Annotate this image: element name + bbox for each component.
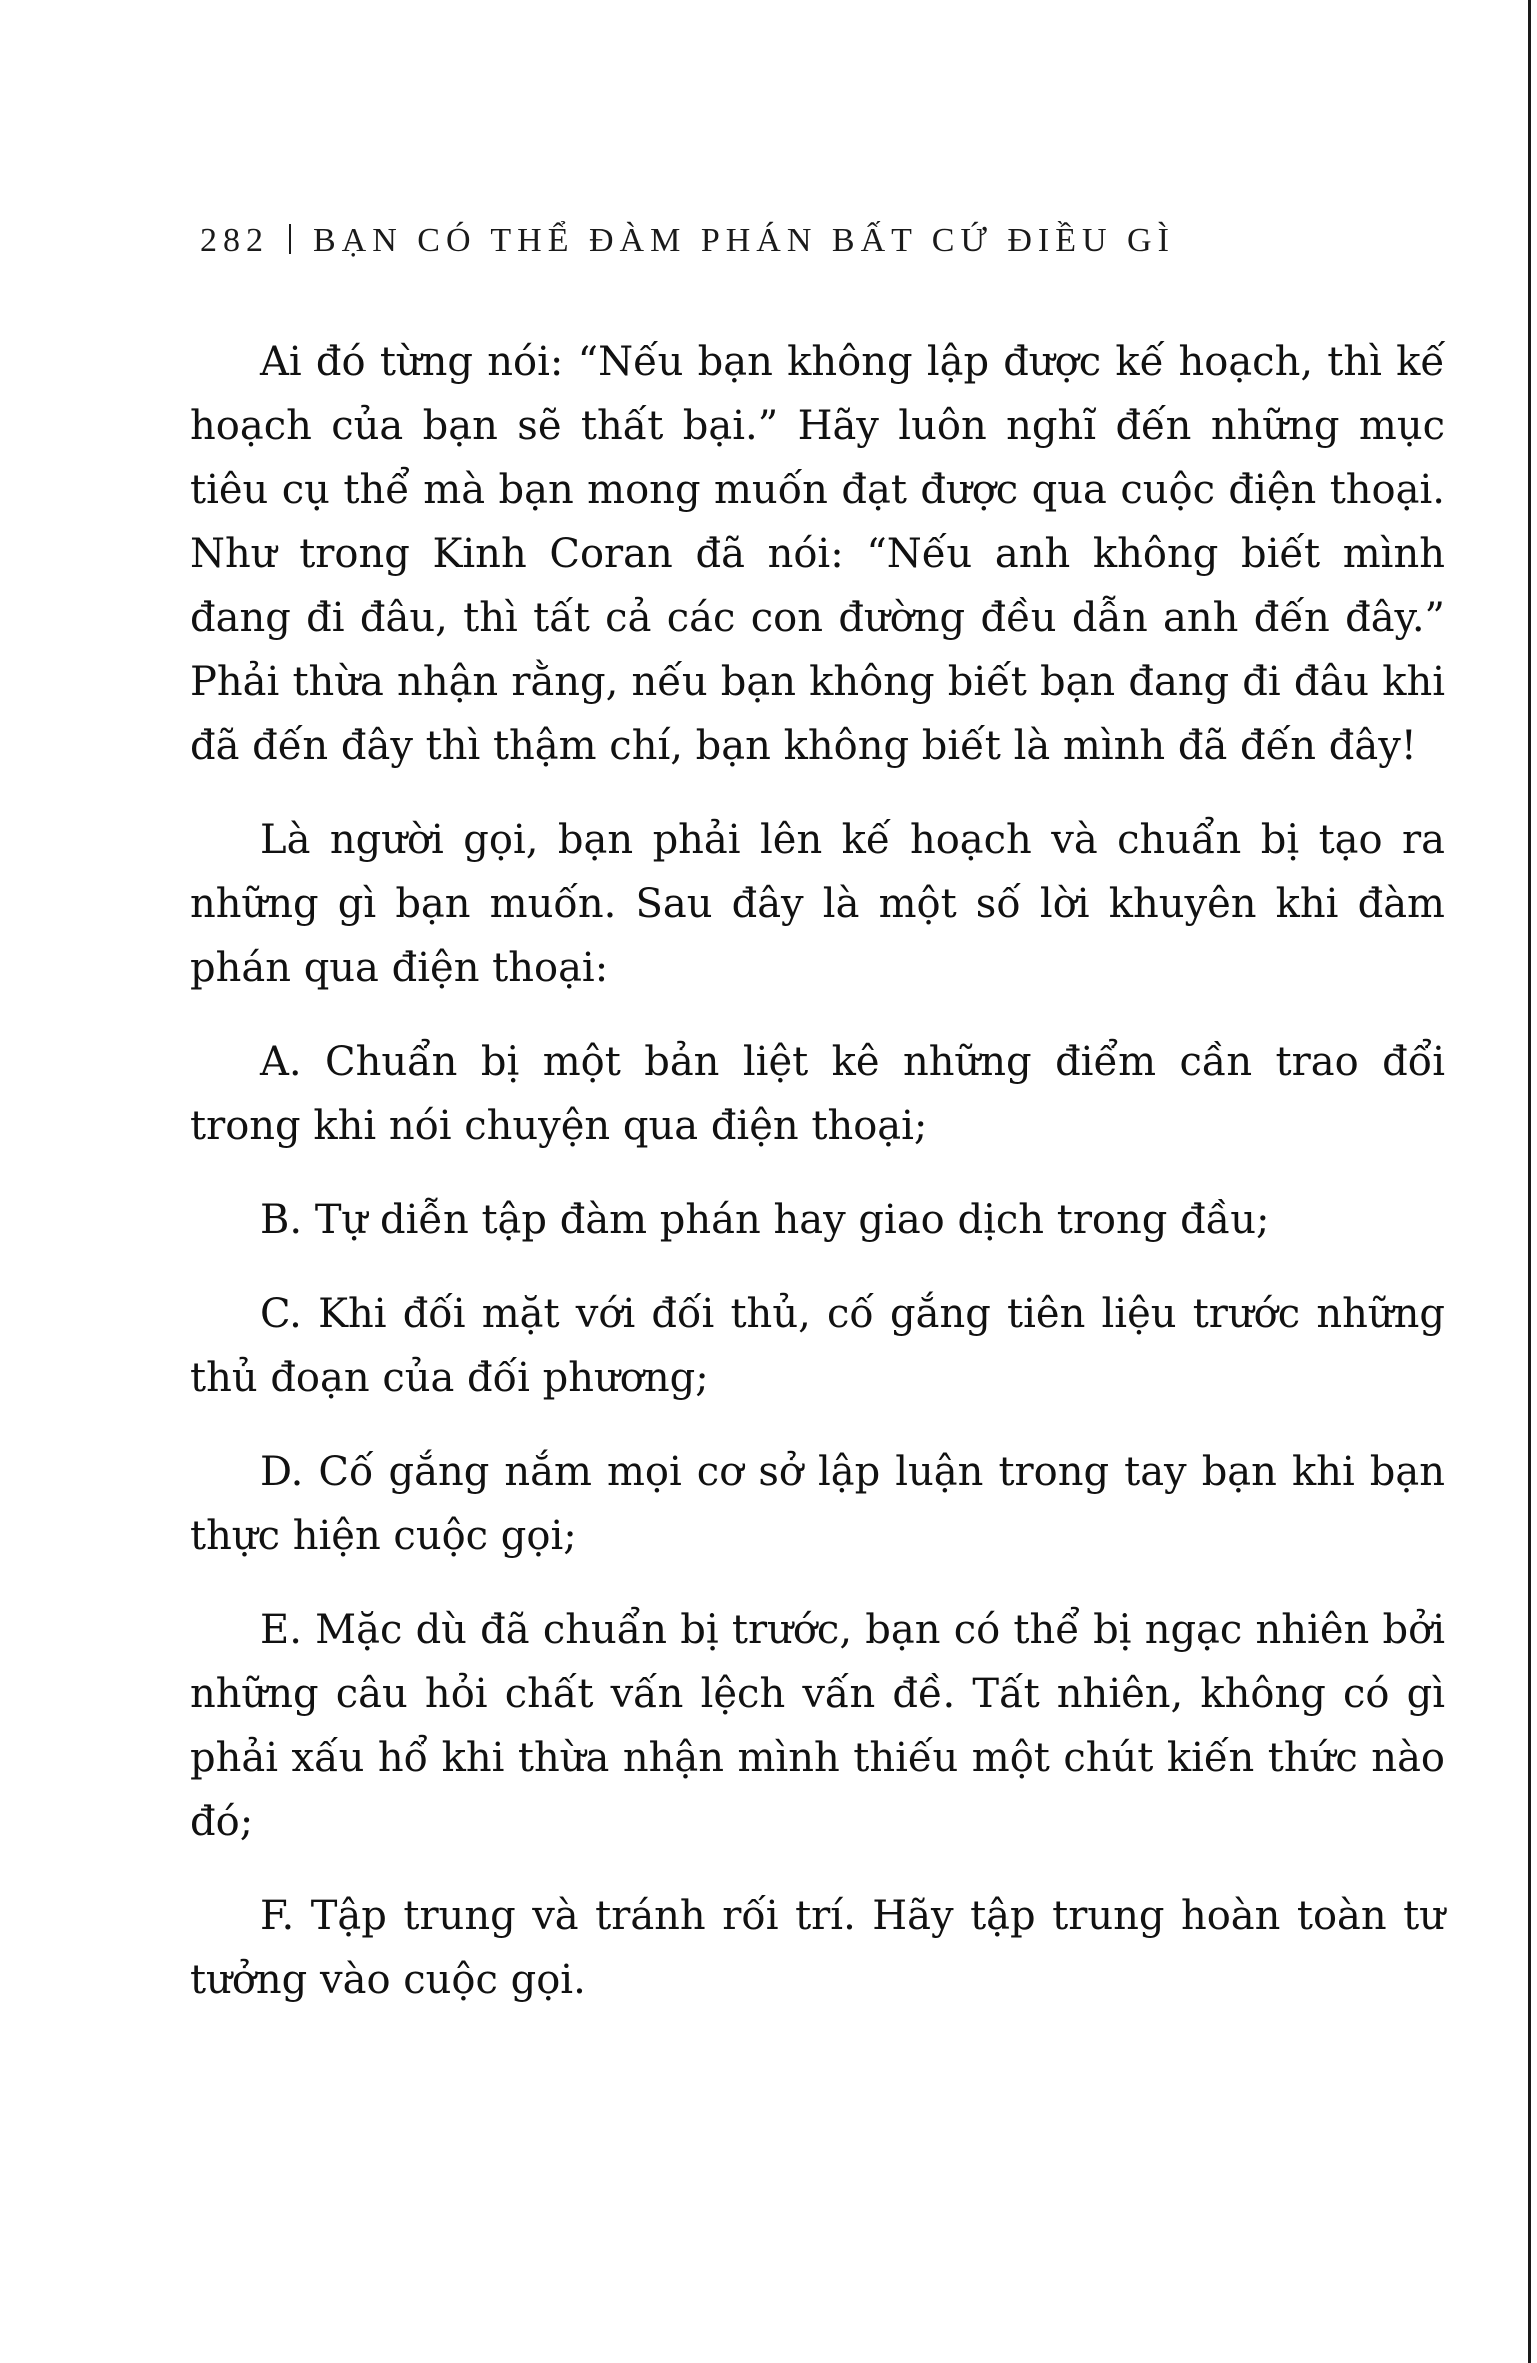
- list-item-f: F. Tập trung và tránh rối trí. Hãy tập trung hoàn toàn tư tưởng vào cuộc gọi.: [190, 1893, 1445, 2003]
- running-header: [200, 222, 1300, 260]
- list-item-a: A. Chuẩn bị một bản liệt kê những điểm cần trao đổi trong khi nói chuyện qua điện thoại;: [190, 1039, 1445, 1149]
- page-edge-line: [1528, 0, 1531, 2363]
- paragraph-intro: Ai đó từng nói: “Nếu bạn không lập được kế hoạch, thì kế hoạch của bạn sẽ thất bại.” Hãy luôn nghĩ đến những mục tiêu cụ thể mà bạn mong muốn đạt được qua cuộc điện thoại. Như trong Kinh Coran đã nói: “Nếu anh không biết mình đang đi đâu, thì tất cả các con đường đều dẫn anh đến đây.” Phải thừa nhận rằng, nếu bạn không biết bạn đang đi đâu khi đã đến đây thì thậm chí, bạn không biết là mình đã đến đây!: [190, 339, 1445, 769]
- page-body: [190, 330, 1445, 2042]
- list-item-d: D. Cố gắng nắm mọi cơ sở lập luận trong tay bạn khi bạn thực hiện cuộc gọi;: [190, 1449, 1445, 1559]
- header-separator: [289, 224, 291, 254]
- list-item-b: B. Tự diễn tập đàm phán hay giao dịch trong đầu;: [260, 1197, 1270, 1243]
- running-title: BẠN CÓ THỂ ĐÀM PHÁN BẤT CỨ ĐIỀU GÌ: [313, 222, 1175, 259]
- paragraph-caller-advice: Là người gọi, bạn phải lên kế hoạch và chuẩn bị tạo ra những gì bạn muốn. Sau đây là một số lời khuyên khi đàm phán qua điện thoại:: [190, 817, 1445, 991]
- list-item-c: C. Khi đối mặt với đối thủ, cố gắng tiên liệu trước những thủ đoạn của đối phương;: [190, 1291, 1445, 1401]
- list-item-e: E. Mặc dù đã chuẩn bị trước, bạn có thể bị ngạc nhiên bởi những câu hỏi chất vấn lệch vấn đề. Tất nhiên, không có gì phải xấu hổ khi thừa nhận mình thiếu một chút kiến thức nào đó;: [190, 1607, 1445, 1845]
- page-number: 282: [200, 222, 269, 259]
